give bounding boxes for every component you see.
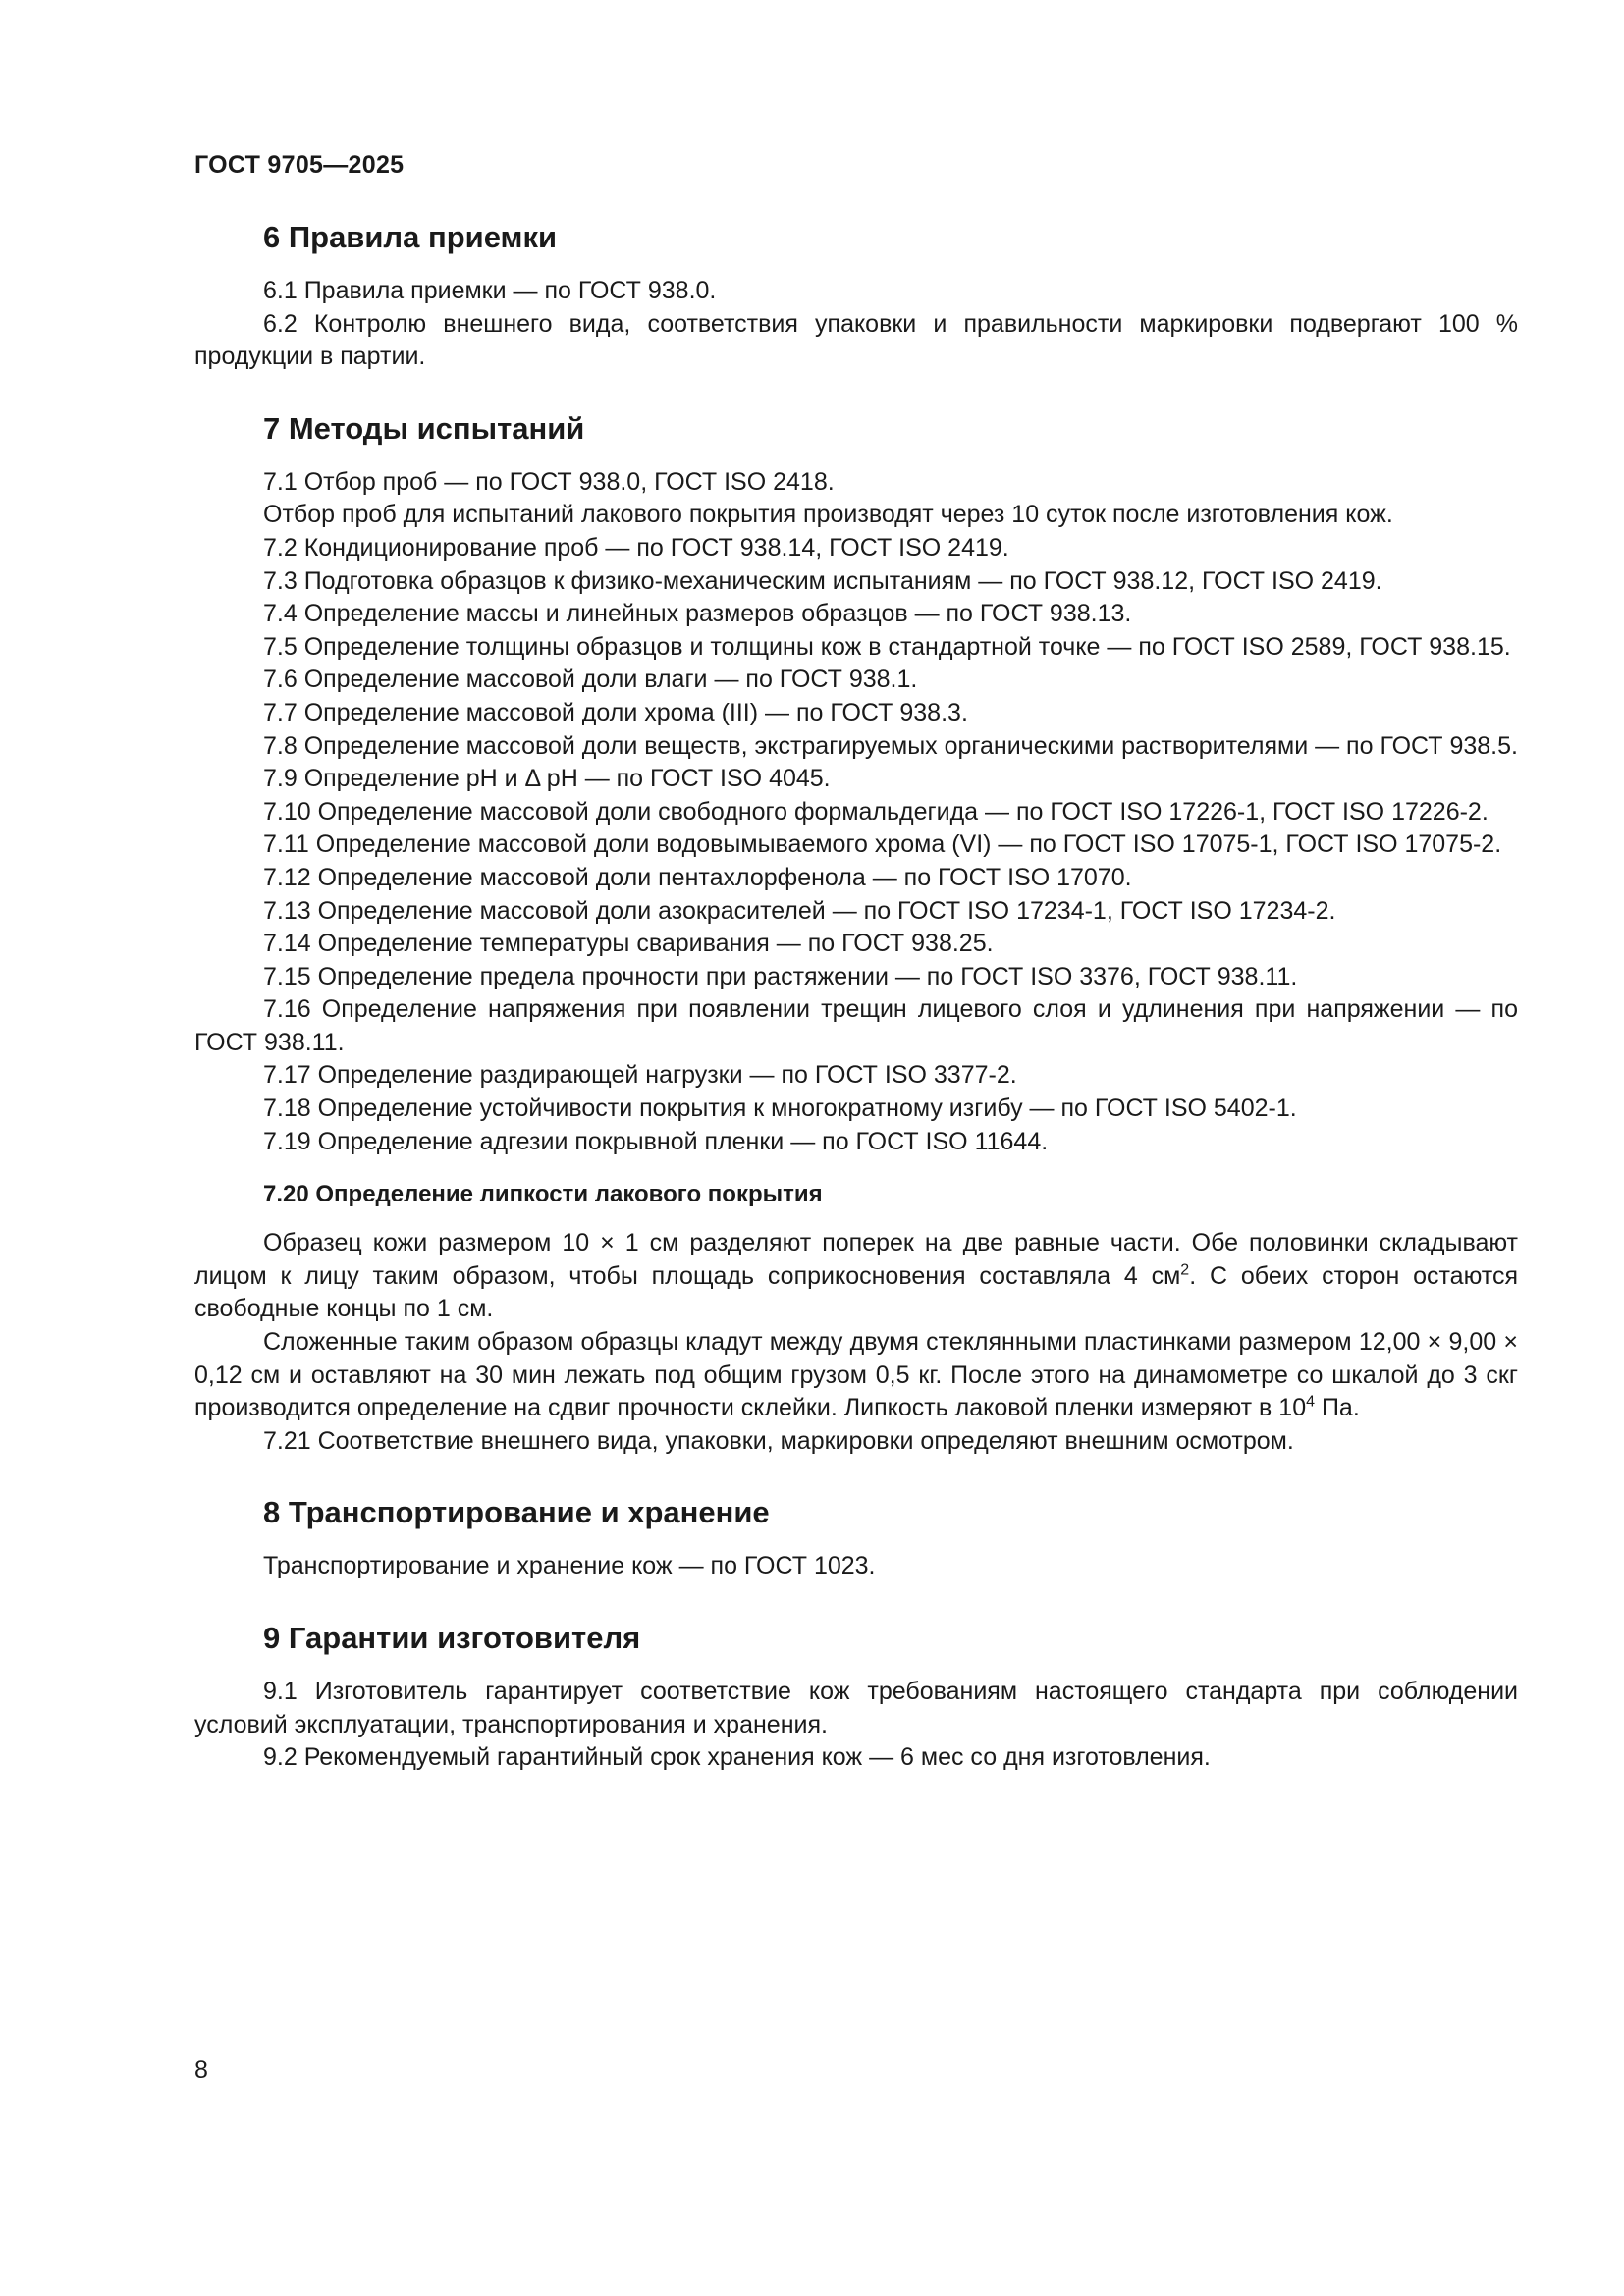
document-header-id: ГОСТ 9705—2025 (194, 151, 405, 179)
paragraph-7-9: 7.9 Определение pH и Δ pH — по ГОСТ ISO 4045. (263, 765, 831, 793)
paragraph-7-6: 7.6 Определение массовой доли влаги — по ГОСТ 938.1. (263, 666, 918, 694)
paragraph-7-4: 7.4 Определение массы и линейных размеров образцов — по ГОСТ 938.13. (263, 600, 1132, 628)
paragraph-7-11: 7.11 Определение массовой доли водовымываемого хрома (VI) — по ГОСТ ISO 17075-1, ГОСТ ISO 17075-2. (263, 830, 1502, 859)
paragraph-7-16: 7.16 Определение напряжения при появлении трещин лицевого слоя и удлинения при напряжении — по ГОСТ 938.11. (194, 995, 1518, 1056)
paragraph-7-13: 7.13 Определение массовой доли азокрасителей — по ГОСТ ISO 17234-1, ГОСТ ISO 17234-2. (263, 896, 1336, 925)
section-7-title: 7 Методы испытаний (263, 410, 585, 446)
subsection-7-20-title: 7.20 Определение липкости лакового покрытия (263, 1181, 823, 1208)
section-8-title: 8 Транспортирование и хранение (263, 1495, 770, 1530)
paragraph-7-15: 7.15 Определение предела прочности при растяжении — по ГОСТ ISO 3376, ГОСТ 938.11. (263, 962, 1298, 990)
paragraph-7-7: 7.7 Определение массовой доли хрома (III) — по ГОСТ 938.3. (263, 698, 968, 726)
paragraph-7-2: 7.2 Кондиционирование проб — по ГОСТ 938.14, ГОСТ ISO 2419. (263, 533, 1009, 561)
paragraph-7-12: 7.12 Определение массовой доли пентахлорфенола — по ГОСТ ISO 17070. (263, 863, 1132, 891)
paragraph-9-2: 9.2 Рекомендуемый гарантийный срок хранения кож — 6 мес со дня изготовления. (263, 1743, 1211, 1772)
paragraph-7-3: 7.3 Подготовка образцов к физико-механическим испытаниям — по ГОСТ 938.12, ГОСТ ISO 2419. (263, 566, 1382, 595)
paragraph-7-5: 7.5 Определение толщины образцов и толщины кож в стандартной точке — по ГОСТ ISO 2589, ГОСТ 938.15. (263, 632, 1511, 661)
document-body (194, 218, 1518, 1775)
paragraph-7-8: 7.8 Определение массовой доли веществ, экстрагируемых органическими растворителями — по ГОСТ 938.5. (263, 731, 1518, 760)
paragraph-8-1: Транспортирование и хранение кож — по ГОСТ 1023. (263, 1552, 876, 1580)
paragraph-7-17: 7.17 Определение раздирающей нагрузки — по ГОСТ ISO 3377-2. (263, 1061, 1017, 1090)
section-9-title: 9 Гарантии изготовителя (263, 1621, 641, 1655)
paragraph-7-1-note: Отбор проб для испытаний лакового покрытия производят через 10 суток после изготовления кож. (263, 501, 1393, 529)
paragraph-7-1: 7.1 Отбор проб — по ГОСТ 938.0, ГОСТ ISO 2418. (263, 467, 835, 496)
paragraph-7-14: 7.14 Определение температуры сваривания — по ГОСТ 938.25. (263, 930, 994, 958)
paragraph-6-2: 6.2 Контролю внешнего вида, соответствия упаковки и правильности маркировки подвергают 100 % продукции в партии. (194, 309, 1518, 371)
paragraph-7-21: 7.21 Соответствие внешнего вида, упаковки, маркировки определяют внешним осмотром. (263, 1426, 1294, 1455)
paragraph-7-10: 7.10 Определение массовой доли свободного формальдегида — по ГОСТ ISO 17226-1, ГОСТ ISO 17226-2. (263, 797, 1489, 826)
paragraph-7-18: 7.18 Определение устойчивости покрытия к многократному изгибу — по ГОСТ ISO 5402-1. (263, 1095, 1297, 1123)
paragraph-7-20-1: Образец кожи размером 10 × 1 см разделяют поперек на две равные части. Обе половинки складывают лицом к лицу таким образом, чтобы площадь соприкосновения составляла 4 $см^2$. С обеих сторон остаются свободные концы по 1 см. (194, 1229, 1518, 1323)
section-6-title: 6 Правила приемки (263, 220, 558, 254)
paragraph-7-20-2: Сложенные таким образом образцы кладут между двумя стеклянными пластинками размером 12,00 × 9,00 × 0,12 см и оставляют на 30 мин лежать под общим грузом 0,5 кг. После этого на динамометре со шкалой до 3 скг производится определение на сдвиг прочности склейки. Липкость лаковой пленки измеряют в $10^4$ Па. (194, 1328, 1518, 1422)
paragraph-9-1: 9.1 Изготовитель гарантирует соответствие кож требованиям настоящего стандарта при соблюдении условий эксплуатации, транспортирования и хранения. (194, 1678, 1518, 1738)
paragraph-7-19: 7.19 Определение адгезии покрывной пленки — по ГОСТ ISO 11644. (263, 1127, 1049, 1155)
paragraph-6-1: 6.1 Правила приемки — по ГОСТ 938.0. (263, 277, 717, 304)
page-number: 8 (194, 2056, 208, 2084)
